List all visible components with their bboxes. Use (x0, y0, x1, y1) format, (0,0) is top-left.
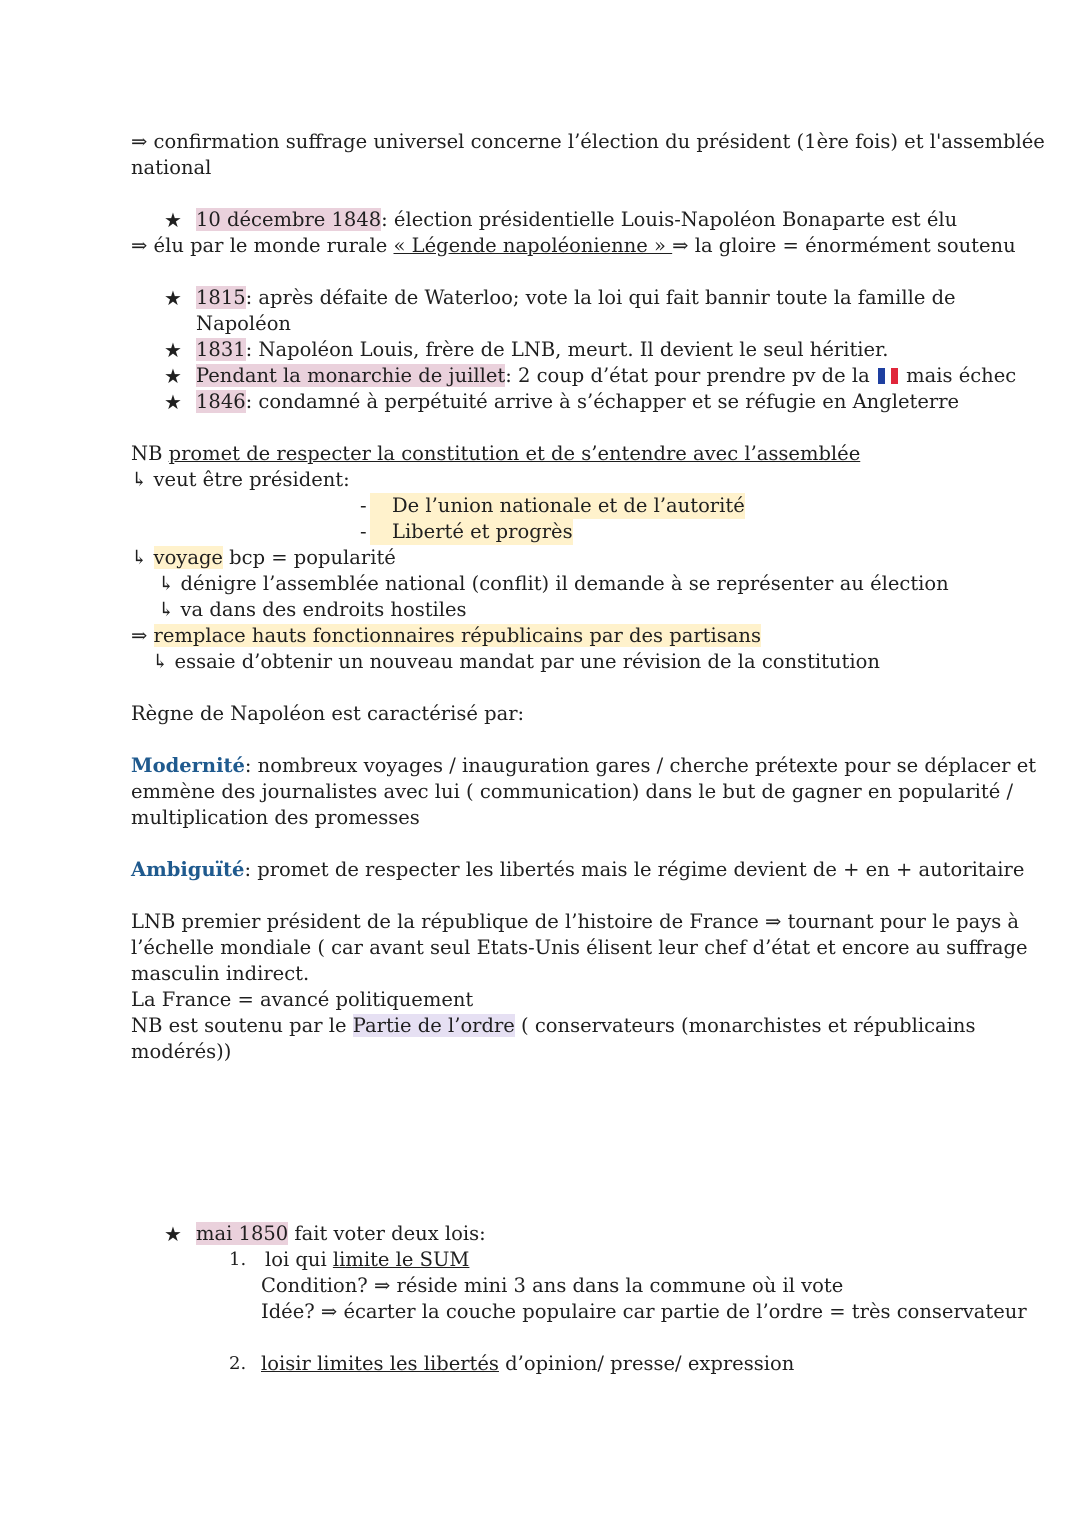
support-text: NB est soutenu par le (131, 1014, 353, 1037)
law-1-text: loi qui (265, 1248, 333, 1271)
wants-line: ↳ veut être président: (131, 468, 350, 491)
text-1815: : après défaite de Waterloo; vote la loi qui fait bannir toute la famille de (245, 286, 956, 309)
july-monarchy-end: mais échec (899, 364, 1017, 387)
july-monarchy-text: : 2 coup d’état pour prendre pv de la (505, 364, 876, 387)
modernity-text: : nombreux voyages / inauguration gares / cherche prétexte pour se déplacer et (244, 754, 1037, 777)
law-1-underlined: limite le SUM (332, 1248, 470, 1271)
bullet-1815 (196, 285, 956, 311)
modernity-line-2: emmène des journalistes avec lui ( communication) dans le but de gagner en popularité / (131, 780, 1014, 803)
may-1850-text: fait voter deux lois: (288, 1222, 486, 1245)
july-monarchy-highlight: Pendant la monarchie de juillet (196, 364, 506, 387)
bullet-july-monarchy (196, 363, 1016, 389)
support-line-2: modérés)) (131, 1040, 232, 1063)
modernity-line-3: multiplication des promesses (131, 806, 420, 829)
date-1831: 1831 (196, 338, 246, 361)
bullet-1815-cont: Napoléon (196, 312, 291, 335)
date-1846: 1846 (196, 390, 246, 413)
condition-line: Condition? ⇒ réside mini 3 ans dans la commune où il vote (261, 1274, 844, 1297)
text-1831: : Napoléon Louis, frère de LNB, meurt. Il devient le seul héritier. (245, 338, 889, 361)
voyage-highlight: voyage (153, 546, 223, 569)
party-of-order-highlight: Partie de l’ordre (352, 1014, 515, 1037)
may-1850-line (196, 1221, 486, 1247)
denigre-line: ↳ dénigre l’assemblée national (conflit) il demande à se représenter au élection (158, 572, 949, 595)
election-date: 10 décembre 1848 (196, 208, 382, 231)
bullet-1846 (196, 389, 959, 415)
support-line (131, 1013, 976, 1039)
dash-1: - (360, 494, 367, 517)
voyage-arrow: ↳ (131, 546, 154, 569)
promise-text: promet de respecter la constitution et de s’entendre avec l’assemblée (168, 442, 861, 465)
rural-line (131, 233, 1016, 259)
replace-arrow: ⇒ (131, 624, 154, 647)
france-line: La France = avancé politiquement (131, 988, 474, 1011)
ambiguity-text: : promet de respecter les libertés mais le régime devient de + en + autoritaire (244, 858, 1025, 881)
star-icon: ★ (164, 364, 182, 388)
list-number-2: 2. (229, 1353, 247, 1374)
law-2-line (261, 1351, 794, 1377)
modernity-label: Modernité (131, 754, 245, 777)
star-icon: ★ (164, 390, 182, 414)
promise-line (131, 441, 860, 467)
law-2-underlined: loisir limites les libertés (261, 1352, 499, 1375)
mandate-line: ↳ essaie d’obtenir un nouveau mandat par une révision de la constitution (152, 650, 880, 673)
date-1815: 1815 (196, 286, 246, 309)
text-1846: : condamné à perpétuité arrive à s’échapper et se réfugie en Angleterre (245, 390, 960, 413)
star-icon: ★ (164, 208, 182, 232)
voyage-line (131, 545, 396, 571)
suffrage-line-2: national (131, 156, 212, 179)
president-line-1: LNB premier président de la république de l’histoire de France ⇒ tournant pour le pays à (131, 910, 1020, 933)
may-1850-date: mai 1850 (196, 1222, 289, 1245)
voyage-text: bcp = popularité (222, 546, 396, 569)
nb-label: NB (131, 442, 169, 465)
law-2-text: d’opinion/ presse/ expression (498, 1352, 795, 1375)
legend-text: « Légende napoléonienne » (393, 234, 673, 257)
suffrage-line-1: ⇒ confirmation suffrage universel concerne l’élection du président (1ère fois) et l'assemblée (131, 130, 1045, 153)
rural-text: ⇒ élu par le monde rurale (131, 234, 394, 257)
dash-2: - (360, 520, 367, 543)
ambiguity-line (131, 857, 1024, 883)
president-line-3: masculin indirect. (131, 962, 310, 985)
election-text: : élection présidentielle Louis-Napoléon Bonaparte est élu (381, 208, 958, 231)
star-icon: ★ (164, 338, 182, 362)
french-flag-icon (878, 368, 898, 384)
support-rest: ( conservateurs (monarchistes et républicains (514, 1014, 976, 1037)
bullet-1831 (196, 337, 888, 363)
reign-heading: Règne de Napoléon est caractérisé par: (131, 702, 525, 725)
replace-line (131, 623, 761, 649)
law-1-line (265, 1247, 469, 1273)
list-item-union: De l’union nationale et de l’autorité (370, 493, 745, 519)
list-number-1: 1. (229, 1249, 247, 1270)
ambiguity-label: Ambiguïté (131, 858, 245, 881)
list-item-liberty: Liberté et progrès (370, 519, 573, 545)
idea-line: Idée? ⇒ écarter la couche populaire car partie de l’ordre = très conservateur (261, 1300, 1027, 1323)
modernity-line-1 (131, 753, 1036, 779)
president-line-2: l’échelle mondiale ( car avant seul Etats-Unis élisent leur chef d’état et encore au suffrage (131, 936, 1028, 959)
glory-text: ⇒ la gloire = énormément soutenu (672, 234, 1016, 257)
star-icon: ★ (164, 286, 182, 310)
election-line (196, 207, 957, 233)
star-icon: ★ (164, 1222, 182, 1246)
replace-highlight: remplace hauts fonctionnaires républicains par des partisans (153, 624, 761, 647)
hostile-line: ↳ va dans des endroits hostiles (158, 598, 467, 621)
